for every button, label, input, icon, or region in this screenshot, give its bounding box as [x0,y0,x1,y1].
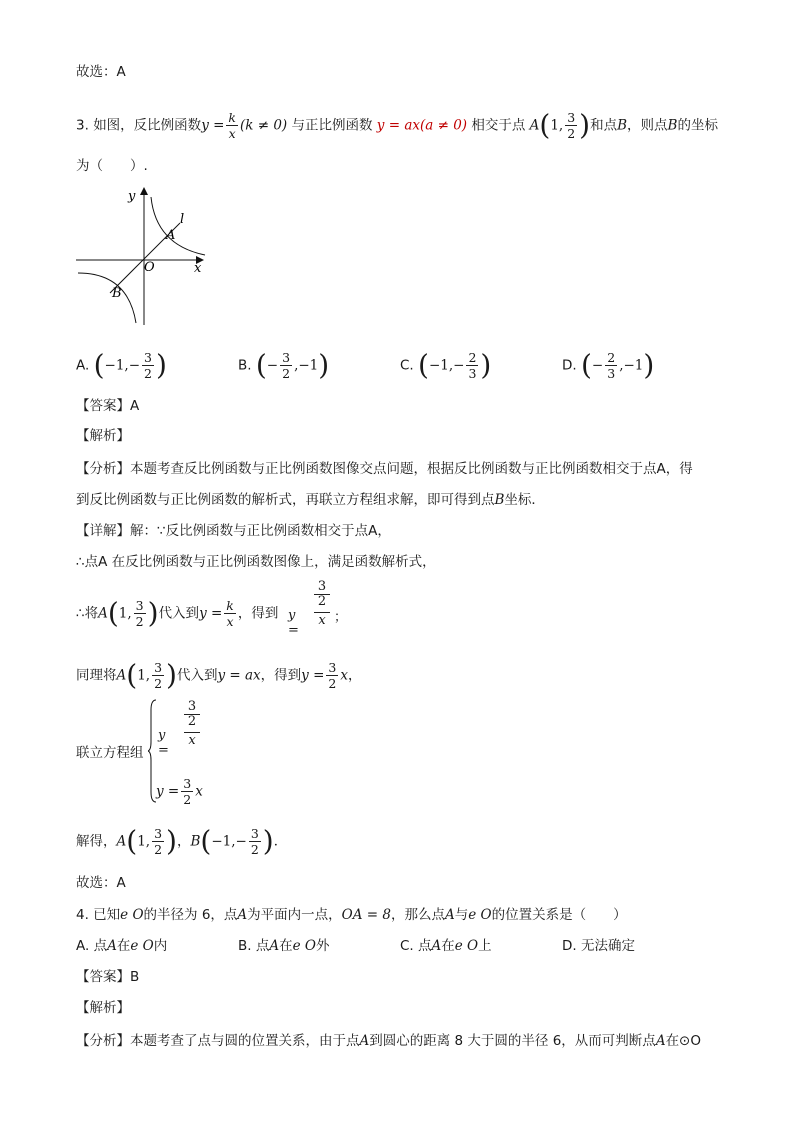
q3-final: 故选：A [76,875,126,891]
graph-l-label: l [180,212,185,227]
q3-point-a: A [529,117,540,134]
q3-stem-line2: 为（ ）. [76,158,148,174]
q4-option-a[interactable]: A. 点A在e O内 [76,938,168,954]
q3-system-eq2: y = $\frac{3}{2}$ x [156,776,203,807]
q3-fenxi-line2: 到反比例函数与正比例函数的解析式，再联立方程组求解，即可得到点B坐标． [76,492,545,508]
q4-option-b[interactable]: B. 点A在e O外 [238,938,330,954]
q3-func2: y = ax(a ≠ 0) [376,117,468,134]
graph-y-label: y [128,189,136,204]
q3-text: 与正比例函数 [291,117,373,134]
q3-answer: 【答案】A [76,398,140,414]
q3-option-d[interactable]: D. (− $\frac{2}{3}$ ,−1) [562,348,655,382]
q4-answer: 【答案】B [76,969,140,985]
q3-text: 的坐标 [677,117,718,134]
hyperbola-branch-2 [78,273,136,323]
q3-detail-line2: ∴点A 在反比例函数与正比例函数图像上，满足函数解析式， [76,554,436,570]
graph-origin-label: O [144,260,155,275]
q3-cond1: (k ≠ 0) [240,117,288,134]
q3-detail-line1: 【详解】解：∵反比例函数与正比例函数相交于点A， [76,523,391,539]
q3-detail-line4: 同理将A(1, $\frac{3}{2}$ )代入到y = ax，得到y = $\frac{3}{2}$ x， [76,658,362,692]
q3-text: 相交于点 [471,117,526,134]
q4-option-c[interactable]: C. 点A在e O上 [400,938,492,954]
q4-stem: 4. 已知e O的半径为 6，点A为平面内一点，OA = 8，那么点A与e O的位置关系是（ ） [76,907,627,923]
q3-text: 如图，反比例函数 [93,117,202,134]
q3-k-over-x: $\frac{k}{x}$ [228,110,236,141]
q3-func1: y = [201,117,225,134]
q3-option-a[interactable]: A. (−1,− $\frac{3}{2}$ ) [76,348,167,382]
q3-option-b[interactable]: B. (− $\frac{3}{2}$ ,−1) [238,348,330,382]
q3-graph [70,185,220,330]
q3-point-b: B [617,117,628,134]
q3-text: 和点 [590,117,618,134]
prev-answer: 故选：A [76,64,126,80]
q4-analysis-tag: 【解析】 [76,1000,130,1016]
q3-frac: $\frac{3}{2}$ [567,110,576,141]
graph-x-label: x [194,261,202,276]
graph-b-label: B [112,286,122,301]
q3-detail-line5: 联立方程组 [76,745,144,761]
q3-fenxi-line1: 【分析】本题考查反比例函数与正比例函数图像交点问题，根据反比例函数与正比例函数相交于点A，得 [76,461,693,477]
hyperbola-branch-1 [151,197,205,255]
q3-detail-line3: ∴将A(1, $\frac{3}{2}$ )代入到y = $\frac{k}{x}$ ，得到 [76,596,279,630]
q3-number: 3. [76,117,89,134]
q4-option-d[interactable]: D. 无法确定 [562,938,635,954]
q3-option-c[interactable]: C. (−1,− $\frac{2}{3}$ ) [400,348,492,382]
q3-detail-line6: 解得，A(1, $\frac{3}{2}$ )，B(−1,− $\frac{3}{2}$ )． [76,824,288,858]
q3-analysis-tag: 【解析】 [76,428,130,444]
q3-point-b: B [667,117,678,134]
q3-stem-line1: 3. 如图，反比例函数y = $\frac{k}{x}$ (k ≠ 0) 与正比例函数 y = ax(a ≠ 0) 相交于点 A(1, $\frac{3}{2}$ )和点B，则点B的坐标 [76,108,718,142]
q3-text: ，则点 [627,117,668,134]
q4-fenxi-line1: 【分析】本题考查了点与圆的位置关系，由于点A到圆心的距离 8 大于圆的半径 6，从而可判断点A在⊙O [76,1033,701,1049]
graph-a-label: A [166,228,176,243]
